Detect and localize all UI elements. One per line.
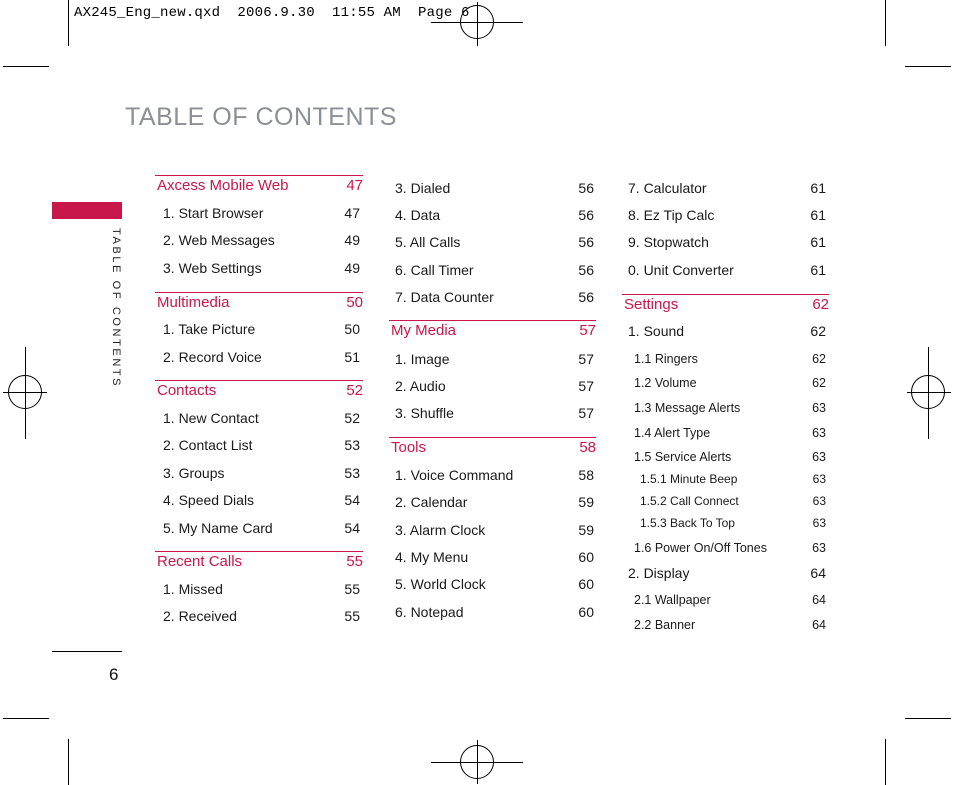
- toc-entry: 1. Voice Command 58: [395, 467, 594, 483]
- section-heading: [155, 380, 363, 399]
- toc-entry: 7. Calculator 61: [628, 180, 826, 196]
- crop-mark: [68, 0, 69, 46]
- toc-entry: 2. Calendar 59: [395, 494, 594, 510]
- toc-entry: 1. Sound 62: [628, 323, 826, 339]
- side-tab-bar: [52, 202, 122, 219]
- toc-entry: 2. Received 55: [163, 608, 360, 624]
- section-page: 58: [579, 439, 596, 456]
- section-heading: [389, 320, 596, 339]
- toc-entry: 1.6 Power On/Off Tones 63: [634, 541, 826, 555]
- toc-entry: 4. Speed Dials 54: [163, 492, 360, 508]
- section-page: 57: [579, 322, 596, 339]
- toc-entry: 3. Dialed 56: [395, 180, 594, 196]
- toc-entry: 6. Call Timer 56: [395, 262, 594, 278]
- toc-entry: 3. Shuffle 57: [395, 405, 594, 421]
- section-page: 47: [346, 177, 363, 194]
- crop-mark: [905, 718, 951, 719]
- section-heading: [155, 292, 363, 311]
- footer-rule: [52, 651, 122, 652]
- crop-mark: [68, 739, 69, 785]
- section-title: Recent Calls: [157, 553, 243, 570]
- section-title: Contacts: [157, 382, 217, 399]
- toc-entry: 0. Unit Converter 61: [628, 262, 826, 278]
- toc-entry: 1.2 Volume 62: [634, 376, 826, 390]
- toc-entry: 1.4 Alert Type 63: [634, 426, 826, 440]
- toc-entry: 2. Record Voice 51: [163, 349, 360, 365]
- toc-entry: 2.2 Banner 64: [634, 618, 826, 632]
- side-label: TABLE OF CONTENTS: [110, 228, 122, 389]
- crop-mark: [885, 0, 886, 46]
- toc-entry: 8. Ez Tip Calc 61: [628, 207, 826, 223]
- toc-entry: 1. Image 57: [395, 351, 594, 367]
- toc-entry: 4. Data 56: [395, 207, 594, 223]
- toc-entry: 1. New Contact 52: [163, 410, 360, 426]
- toc-entry: 1.3 Message Alerts 63: [634, 401, 826, 415]
- toc-entry: 3. Alarm Clock 59: [395, 522, 594, 538]
- crop-mark: [3, 718, 49, 719]
- section-title: Settings: [624, 296, 679, 313]
- file-slug: AX245_Eng_new.qxd 2006.9.30 11:55 AM Page 6: [74, 5, 470, 21]
- toc-entry: 2. Display 64: [628, 565, 826, 581]
- toc-entry: 3. Groups 53: [163, 465, 360, 481]
- section-title: Multimedia: [157, 294, 230, 311]
- crop-mark: [3, 66, 49, 67]
- toc-entry: 1.5 Service Alerts 63: [634, 450, 826, 464]
- toc-entry: 4. My Menu 60: [395, 549, 594, 565]
- toc-entry: 2. Web Messages 49: [163, 232, 360, 248]
- toc-entry: 1.5.1 Minute Beep 63: [640, 472, 826, 486]
- toc-entry: 1. Start Browser 47: [163, 205, 360, 221]
- toc-entry: 5. World Clock 60: [395, 576, 594, 592]
- section-heading: [622, 294, 829, 313]
- toc-entry: 1.1 Ringers 62: [634, 352, 826, 366]
- toc-entry: 1.5.3 Back To Top 63: [640, 516, 826, 530]
- toc-entry: 2. Audio 57: [395, 378, 594, 394]
- crop-mark: [905, 66, 951, 67]
- section-page: 55: [346, 553, 363, 570]
- toc-entry: 3. Web Settings 49: [163, 260, 360, 276]
- toc-entry: 5. My Name Card 54: [163, 520, 360, 536]
- toc-entry: 7. Data Counter 56: [395, 289, 594, 305]
- section-page: 50: [346, 294, 363, 311]
- crop-mark: [885, 739, 886, 785]
- section-title: Axcess Mobile Web: [157, 177, 289, 194]
- page-title: TABLE OF CONTENTS: [125, 103, 397, 131]
- page-number: 6: [109, 665, 119, 684]
- toc-entry: 2. Contact List 53: [163, 437, 360, 453]
- toc-entry: 2.1 Wallpaper 64: [634, 593, 826, 607]
- toc-entry: 1.5.2 Call Connect 63: [640, 494, 826, 508]
- toc-entry: 5. All Calls 56: [395, 234, 594, 250]
- section-heading: [155, 175, 363, 194]
- toc-entry: 1. Missed 55: [163, 581, 360, 597]
- section-heading: [155, 551, 363, 570]
- toc-entry: 6. Notepad 60: [395, 604, 594, 620]
- section-heading: [389, 437, 596, 456]
- toc-entry: 1. Take Picture 50: [163, 321, 360, 337]
- section-title: My Media: [391, 322, 457, 339]
- section-title: Tools: [391, 439, 427, 456]
- section-page: 62: [812, 296, 829, 313]
- toc-entry: 9. Stopwatch 61: [628, 234, 826, 250]
- section-page: 52: [346, 382, 363, 399]
